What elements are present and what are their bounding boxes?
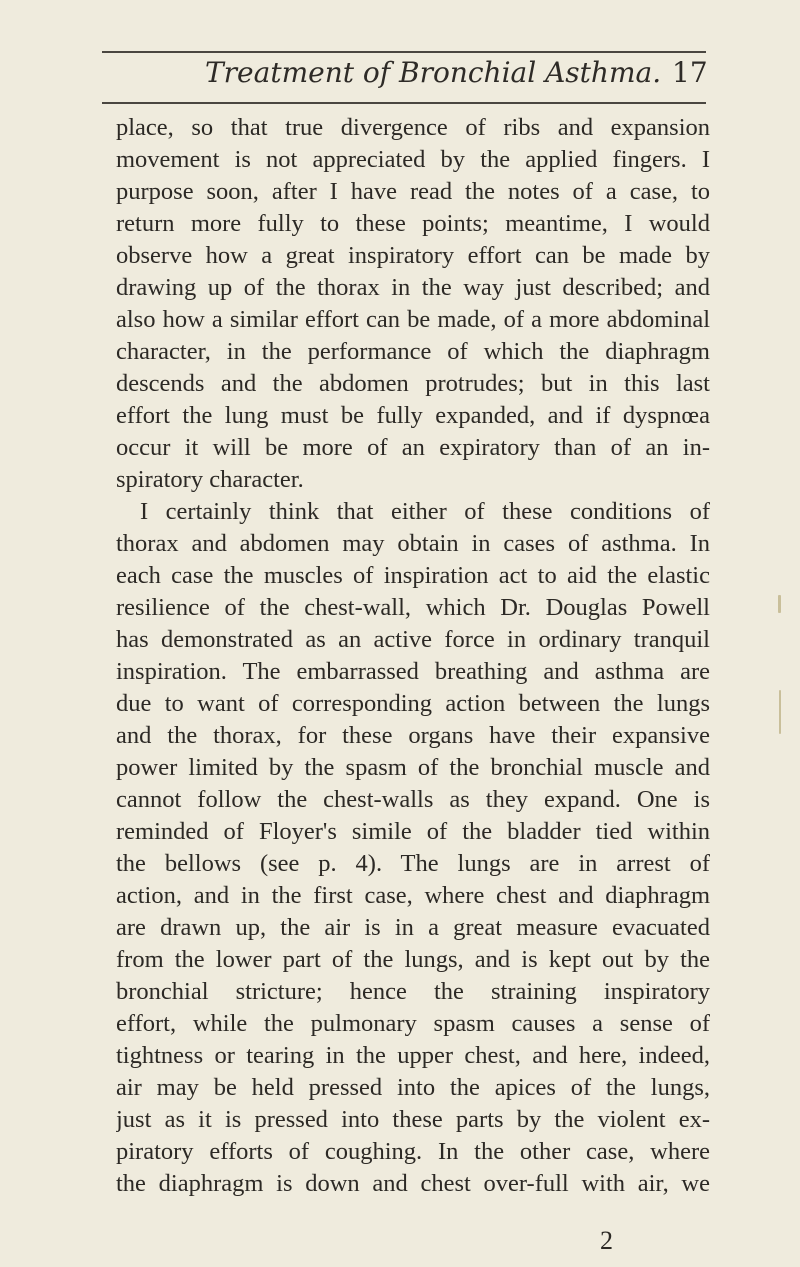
running-title: Treatment of Bronchial Asthma. [205,56,662,89]
text-line: resilience of the chest-wall, which Dr. Douglas Powell [116,594,710,621]
header-rule-bottom [102,102,706,104]
text-line: occur it will be more of an expiratory than of an in- [116,434,710,461]
text-line: are drawn up, the air is in a great measure evacuated [116,914,710,941]
text-line: action, and in the first case, where chest and diaphragm [116,882,710,909]
header-rule-top [102,51,706,53]
text-line: power limited by the spasm of the bronchial muscle and [116,754,710,781]
paper-stain-mark [778,595,781,613]
text-line: the bellows (see p. 4). The lungs are in arrest of [116,850,710,877]
text-line: bronchial stricture; hence the straining inspiratory [116,978,710,1005]
paragraph-start-line: I certainly think that either of these conditions of [140,498,710,525]
text-line: each case the muscles of inspiration act to aid the elastic [116,562,710,589]
text-line: place, so that true divergence of ribs and expansion [116,114,710,141]
text-line: reminded of Floyer's simile of the bladder tied within [116,818,710,845]
text-line: spiratory character. [116,466,304,493]
text-line: thorax and abdomen may obtain in cases of asthma. In [116,530,710,557]
text-line: piratory efforts of coughing. In the other case, where [116,1138,710,1165]
text-line: effort the lung must be fully expanded, and if dyspnœa [116,402,710,429]
text-line: the diaphragm is down and chest over-full with air, we [116,1170,710,1197]
text-line: tightness or tearing in the upper chest, and here, indeed, [116,1042,710,1069]
text-line: drawing up of the thorax in the way just described; and [116,274,710,301]
text-line: inspiration. The embarrassed breathing and asthma are [116,658,710,685]
text-line: just as it is pressed into these parts by the violent ex- [116,1106,710,1133]
text-line: and the thorax, for these organs have their expansive [116,722,710,749]
text-line: movement is not appreciated by the applied fingers. I [116,146,710,173]
text-line: also how a similar effort can be made, of a more abdominal [116,306,710,333]
text-line: due to want of corresponding action between the lungs [116,690,710,717]
text-line: return more fully to these points; meantime, I would [116,210,710,237]
text-line: character, in the performance of which the diaphragm [116,338,710,365]
text-line: observe how a great inspiratory effort can be made by [116,242,710,269]
text-line: effort, while the pulmonary spasm causes a sense of [116,1010,710,1037]
page-number: 17 [672,56,708,89]
text-line: descends and the abdomen protrudes; but in this last [116,370,710,397]
signature-mark: 2 [600,1226,613,1255]
text-line: from the lower part of the lungs, and is kept out by the [116,946,710,973]
text-line: purpose soon, after I have read the notes of a case, to [116,178,710,205]
paper-stain-mark [779,690,781,734]
text-line: cannot follow the chest-walls as they expand. One is [116,786,710,813]
text-line: air may be held pressed into the apices of the lungs, [116,1074,710,1101]
text-line: has demonstrated as an active force in ordinary tranquil [116,626,710,653]
